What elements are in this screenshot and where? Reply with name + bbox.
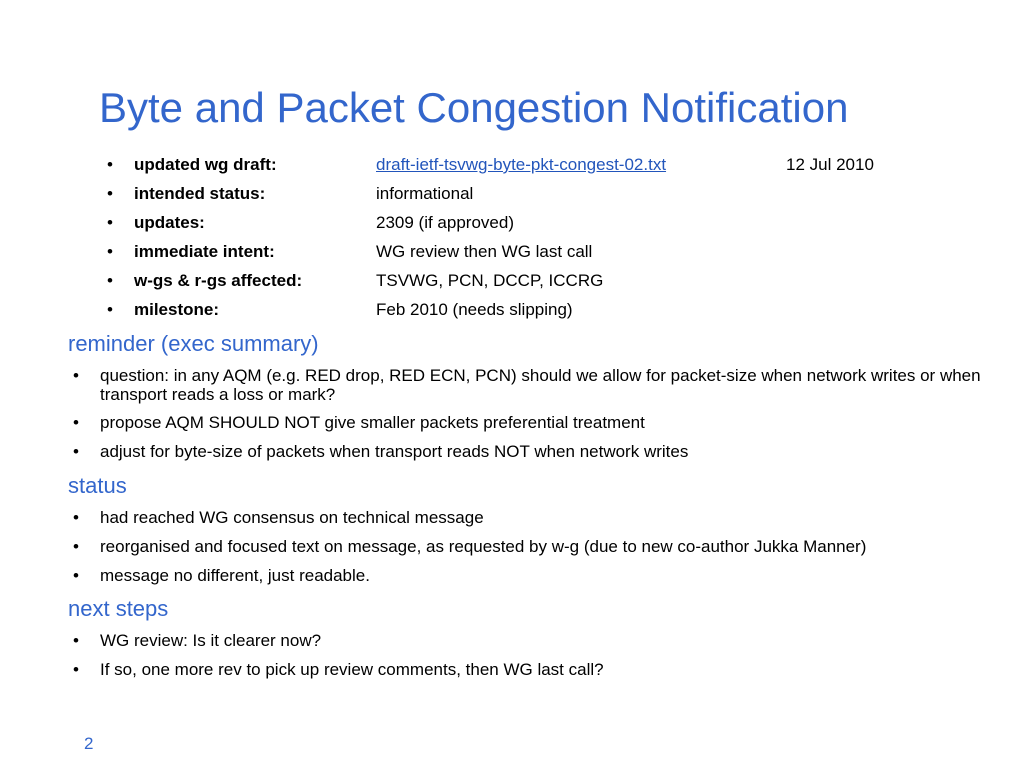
bullet-icon: • xyxy=(107,300,113,319)
bullet-icon: • xyxy=(73,566,79,585)
list-item-text: adjust for byte-size of packets when transport reads NOT when network writes xyxy=(100,442,689,461)
draft-link[interactable]: draft-ietf-tsvwg-byte-pkt-congest-02.txt xyxy=(376,155,667,174)
info-key: intended status: xyxy=(134,184,266,203)
list-item-text: If so, one more rev to pick up review comments, then WG last call? xyxy=(100,660,604,679)
info-key: milestone: xyxy=(134,300,220,319)
bullet-icon: • xyxy=(73,442,79,461)
info-key: updates: xyxy=(134,213,205,232)
info-value: Feb 2010 (needs slipping) xyxy=(376,300,573,319)
bullet-icon: • xyxy=(73,537,79,556)
bullet-icon: • xyxy=(107,155,113,174)
bullet-icon: • xyxy=(73,413,79,432)
list-item-text: question: in any AQM (e.g. RED drop, RED ECN, PCN) should we allow for packet-size when network writes or when transport reads a loss or mark? xyxy=(100,366,981,404)
info-row-immediate-intent xyxy=(0,239,1024,265)
info-key: immediate intent: xyxy=(134,242,275,261)
bullet-icon: • xyxy=(107,242,113,261)
list-item-text: message no different, just readable. xyxy=(100,566,370,585)
info-row-milestone xyxy=(0,297,1024,323)
info-row-affected-groups xyxy=(0,268,1024,294)
bullet-icon: • xyxy=(73,366,79,385)
section-heading-reminder: reminder (exec summary) xyxy=(68,331,319,356)
info-value: WG review then WG last call xyxy=(376,242,593,261)
section-heading-status: status xyxy=(68,473,127,498)
section-heading-next-steps: next steps xyxy=(68,596,169,621)
info-key: w-gs & r-gs affected: xyxy=(134,271,303,290)
bullet-icon: • xyxy=(107,184,113,203)
info-value: 2309 (if approved) xyxy=(376,213,514,232)
info-row-updates xyxy=(0,210,1024,236)
info-key: updated wg draft: xyxy=(134,155,277,174)
info-row-updated-wg-draft xyxy=(0,152,1024,178)
draft-date: 12 Jul 2010 xyxy=(786,155,874,174)
bullet-icon: • xyxy=(107,271,113,290)
bullet-icon: • xyxy=(73,631,79,650)
list-item-text: WG review: Is it clearer now? xyxy=(100,631,322,650)
bullet-icon: • xyxy=(107,213,113,232)
info-value: TSVWG, PCN, DCCP, ICCRG xyxy=(376,271,604,290)
list-item-text: had reached WG consensus on technical message xyxy=(100,508,484,527)
bullet-icon: • xyxy=(73,660,79,679)
list-item-text: reorganised and focused text on message, as requested by w-g (due to new co-author Jukka Manner) xyxy=(100,537,867,556)
bullet-icon: • xyxy=(73,508,79,527)
info-value: informational xyxy=(376,184,474,203)
slide-title: Byte and Packet Congestion Notification xyxy=(99,84,849,131)
info-row-intended-status xyxy=(0,181,1024,207)
page-number: 2 xyxy=(84,734,94,753)
list-item-text: propose AQM SHOULD NOT give smaller packets preferential treatment xyxy=(100,413,645,432)
